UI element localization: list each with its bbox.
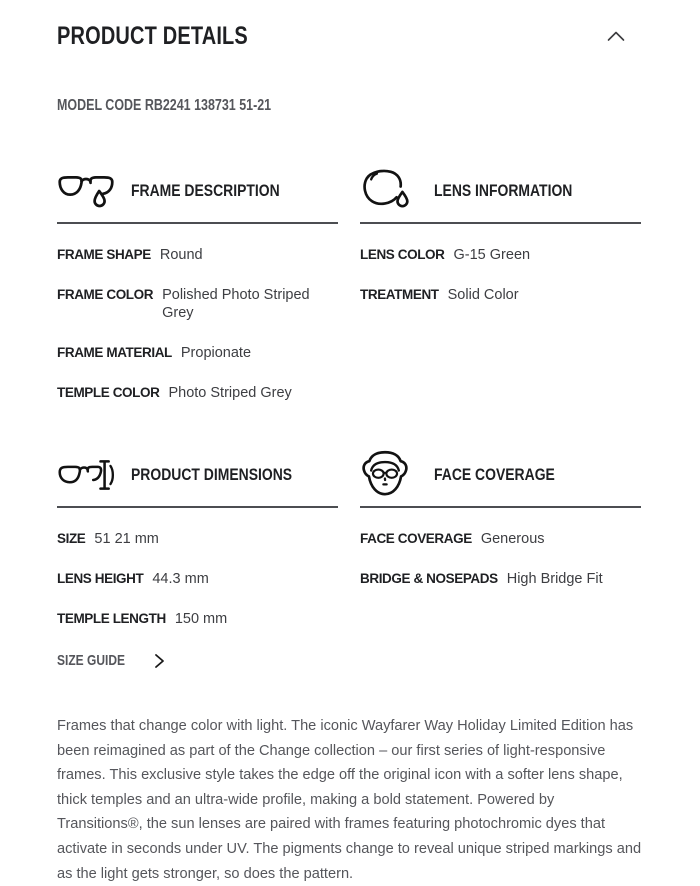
spec-label: SIZE [57,530,85,548]
spec-value: Solid Color [448,286,519,304]
chevron-up-icon [607,31,625,42]
size-guide-link[interactable] [57,652,165,669]
section-title: FACE COVERAGE [434,465,555,485]
spec-label: LENS COLOR [360,246,445,264]
spec-row [360,530,641,548]
spec-label: FRAME SHAPE [57,246,151,264]
spec-row [57,344,338,362]
spec-label: TREATMENT [360,286,439,304]
spec-label: TEMPLE COLOR [57,384,159,402]
section-divider [57,222,338,224]
spec-label: BRIDGE & NOSEPADS [360,570,498,588]
spec-row [57,530,338,548]
section-title: PRODUCT DIMENSIONS [131,465,292,485]
spec-value: High Bridge Fit [507,570,603,588]
aviator-glasses-drop-icon [57,169,119,213]
accordion-header [57,22,643,51]
spec-value: Photo Striped Grey [168,384,291,402]
spec-value: 150 mm [175,610,227,628]
spec-label: FACE COVERAGE [360,530,472,548]
face-with-glasses-icon [360,449,422,501]
glasses-ruler-icon [57,454,119,496]
section-title: FRAME DESCRIPTION [131,181,280,201]
section-title: LENS INFORMATION [434,181,572,201]
collapse-button[interactable] [603,27,629,46]
sections-grid [57,165,643,670]
spec-value: 51 21 mm [94,530,158,548]
section-product-dimensions [57,449,338,670]
spec-value: Polished Photo Striped Grey [162,286,338,322]
page-title: PRODUCT DETAILS [57,22,248,51]
spec-value: Round [160,246,203,264]
spec-label: LENS HEIGHT [57,570,143,588]
spec-row [360,246,641,264]
spec-row [57,246,338,264]
spec-row [57,570,338,588]
size-guide-label: SIZE GUIDE [57,652,125,669]
spec-label: TEMPLE LENGTH [57,610,166,628]
section-divider [360,222,641,224]
spec-row [360,286,641,304]
product-description: Frames that change color with light. The iconic Wayfarer Way Holiday Limited Edition has been reimagined as part of the Change collection – our first series of light-responsive frames. This exclusive style takes the edge off the original icon with a softer lens shape, thick temples and an ultra-wide profile, making a bold statement. Powered by Transitions®, the sun lenses are paired with frames featuring photochromic dyes that activate in seconds under UV. The pigments change to reveal unique striped markings and as the light gets stronger, so does the pattern. [57,714,643,886]
section-face-coverage [360,449,641,670]
spec-row [57,286,338,322]
model-code: MODEL CODE RB2241 138731 51-21 [57,97,271,115]
spec-value: 44.3 mm [152,570,208,588]
chevron-right-icon [154,653,165,669]
spec-value: G-15 Green [454,246,531,264]
spec-row [360,570,641,588]
lens-drop-icon [360,167,422,215]
section-lens-information [360,165,641,402]
section-divider [360,506,641,508]
section-divider [57,506,338,508]
spec-label: FRAME MATERIAL [57,344,172,362]
spec-row [57,384,338,402]
section-frame-description [57,165,338,402]
spec-row [57,610,338,628]
spec-value: Propionate [181,344,251,362]
spec-label: FRAME COLOR [57,286,153,304]
spec-value: Generous [481,530,545,548]
